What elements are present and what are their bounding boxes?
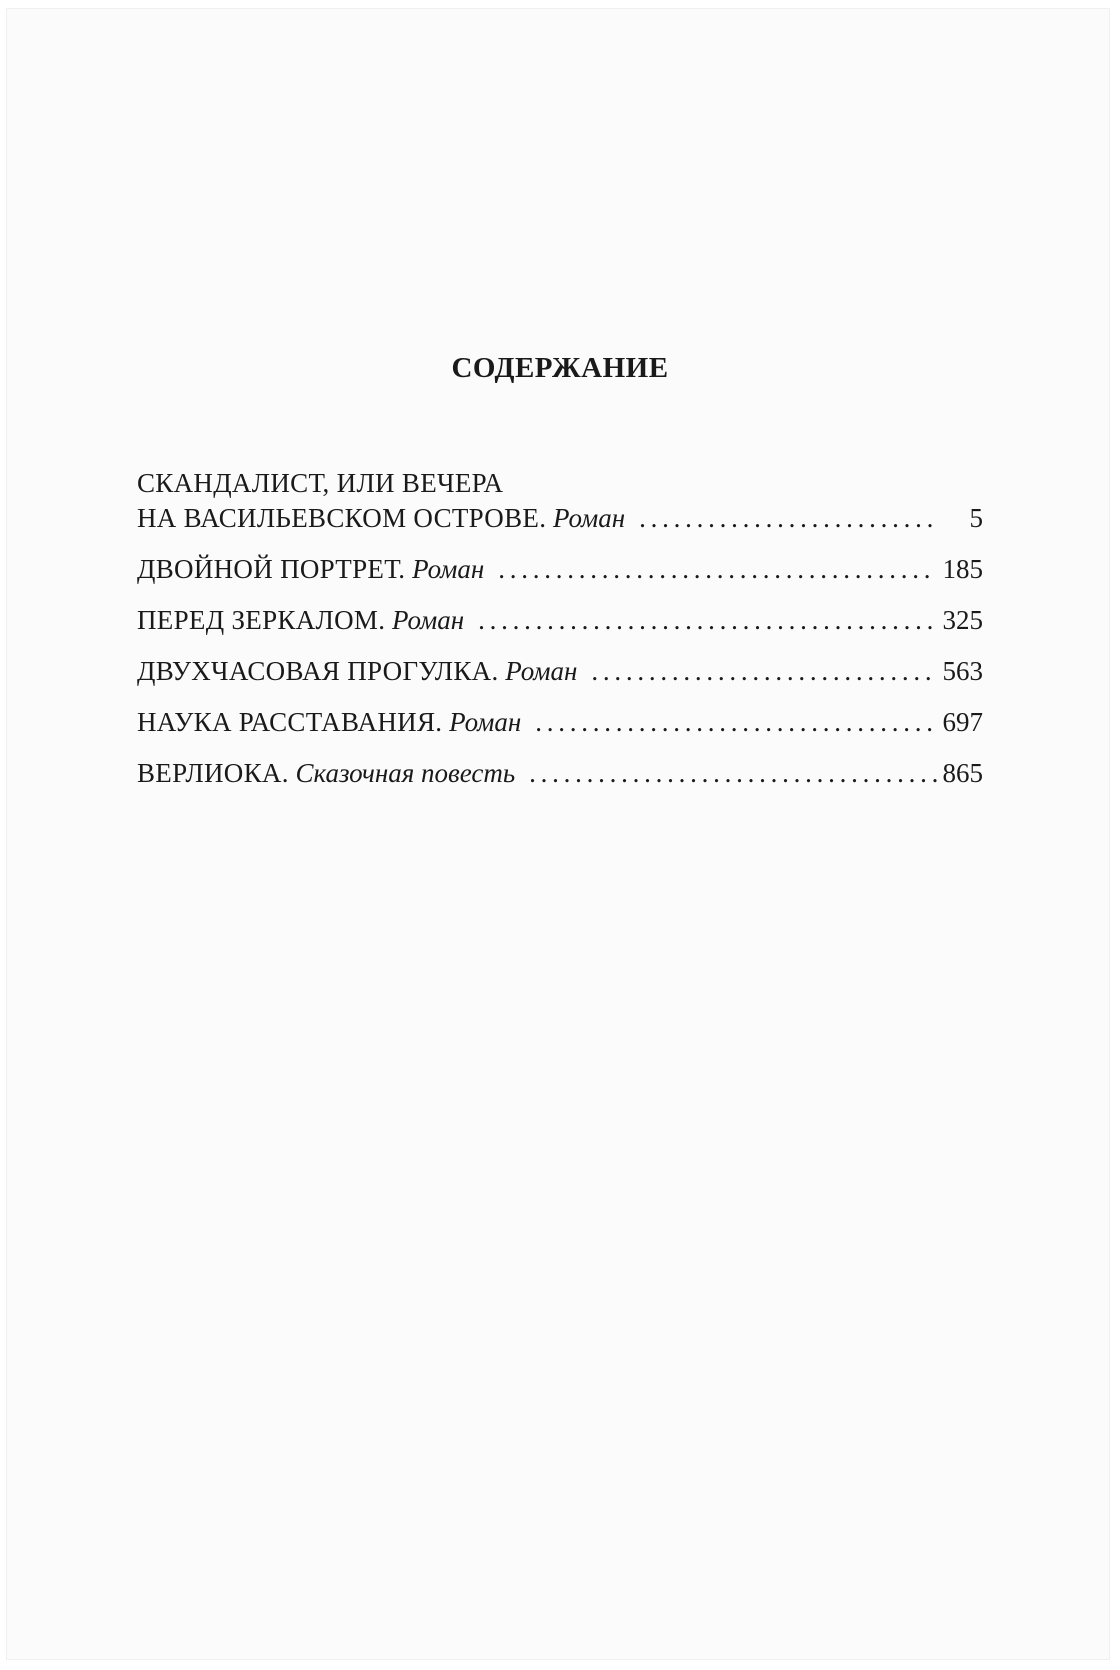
dot-leader <box>591 654 936 689</box>
toc-entry-title: НА ВАСИЛЬЕВСКОМ ОСТРОВЕ. <box>137 503 547 533</box>
toc-entry-page-number: 325 <box>942 605 983 635</box>
dot-leader <box>639 501 937 536</box>
toc-entry-title: СКАНДАЛИСТ, ИЛИ ВЕЧЕРА <box>137 468 504 498</box>
toc-entry[interactable] <box>137 603 983 638</box>
dot-leader <box>529 756 936 791</box>
toc-entry-page-number: 865 <box>942 758 983 788</box>
toc-entry-genre: Роман <box>553 503 626 533</box>
toc-entry-genre: Роман <box>449 707 522 737</box>
toc-entry-page-number: 185 <box>942 554 983 584</box>
toc-entry-line <box>137 705 983 740</box>
toc-entry[interactable] <box>137 654 983 689</box>
toc-entry[interactable] <box>137 756 983 791</box>
toc-entry-title: НАУКА РАССТАВАНИЯ. <box>137 707 443 737</box>
toc-entry-genre: Роман <box>505 656 578 686</box>
table-of-contents <box>137 466 983 807</box>
toc-entry-line <box>137 603 983 638</box>
toc-entry-title: ПЕРЕД ЗЕРКАЛОМ. <box>137 605 386 635</box>
toc-entry-title: ВЕРЛИОКА. <box>137 758 289 788</box>
toc-entry-title-line <box>137 466 983 501</box>
toc-entry-genre: Роман <box>412 554 485 584</box>
toc-entry-line <box>137 756 983 791</box>
book-page <box>6 8 1110 1660</box>
toc-entry[interactable] <box>137 466 983 536</box>
toc-entry-page-number: 5 <box>969 503 983 533</box>
toc-entry-page-number: 697 <box>942 707 983 737</box>
dot-leader <box>535 705 936 740</box>
page-title: СОДЕРЖАНИЕ <box>451 352 669 384</box>
toc-entry-title: ДВУХЧАСОВАЯ ПРОГУЛКА. <box>137 656 499 686</box>
toc-entry[interactable] <box>137 552 983 587</box>
toc-entry-line <box>137 552 983 587</box>
toc-entry-genre: Роман <box>392 605 465 635</box>
toc-entry-line <box>137 501 983 536</box>
toc-entry-title: ДВОЙНОЙ ПОРТРЕТ. <box>137 554 406 584</box>
toc-entry-genre: Сказочная повесть <box>295 758 516 788</box>
dot-leader <box>498 552 936 587</box>
dot-leader <box>478 603 936 638</box>
toc-entry[interactable] <box>137 705 983 740</box>
toc-entry-page-number: 563 <box>942 656 983 686</box>
toc-entry-line <box>137 654 983 689</box>
